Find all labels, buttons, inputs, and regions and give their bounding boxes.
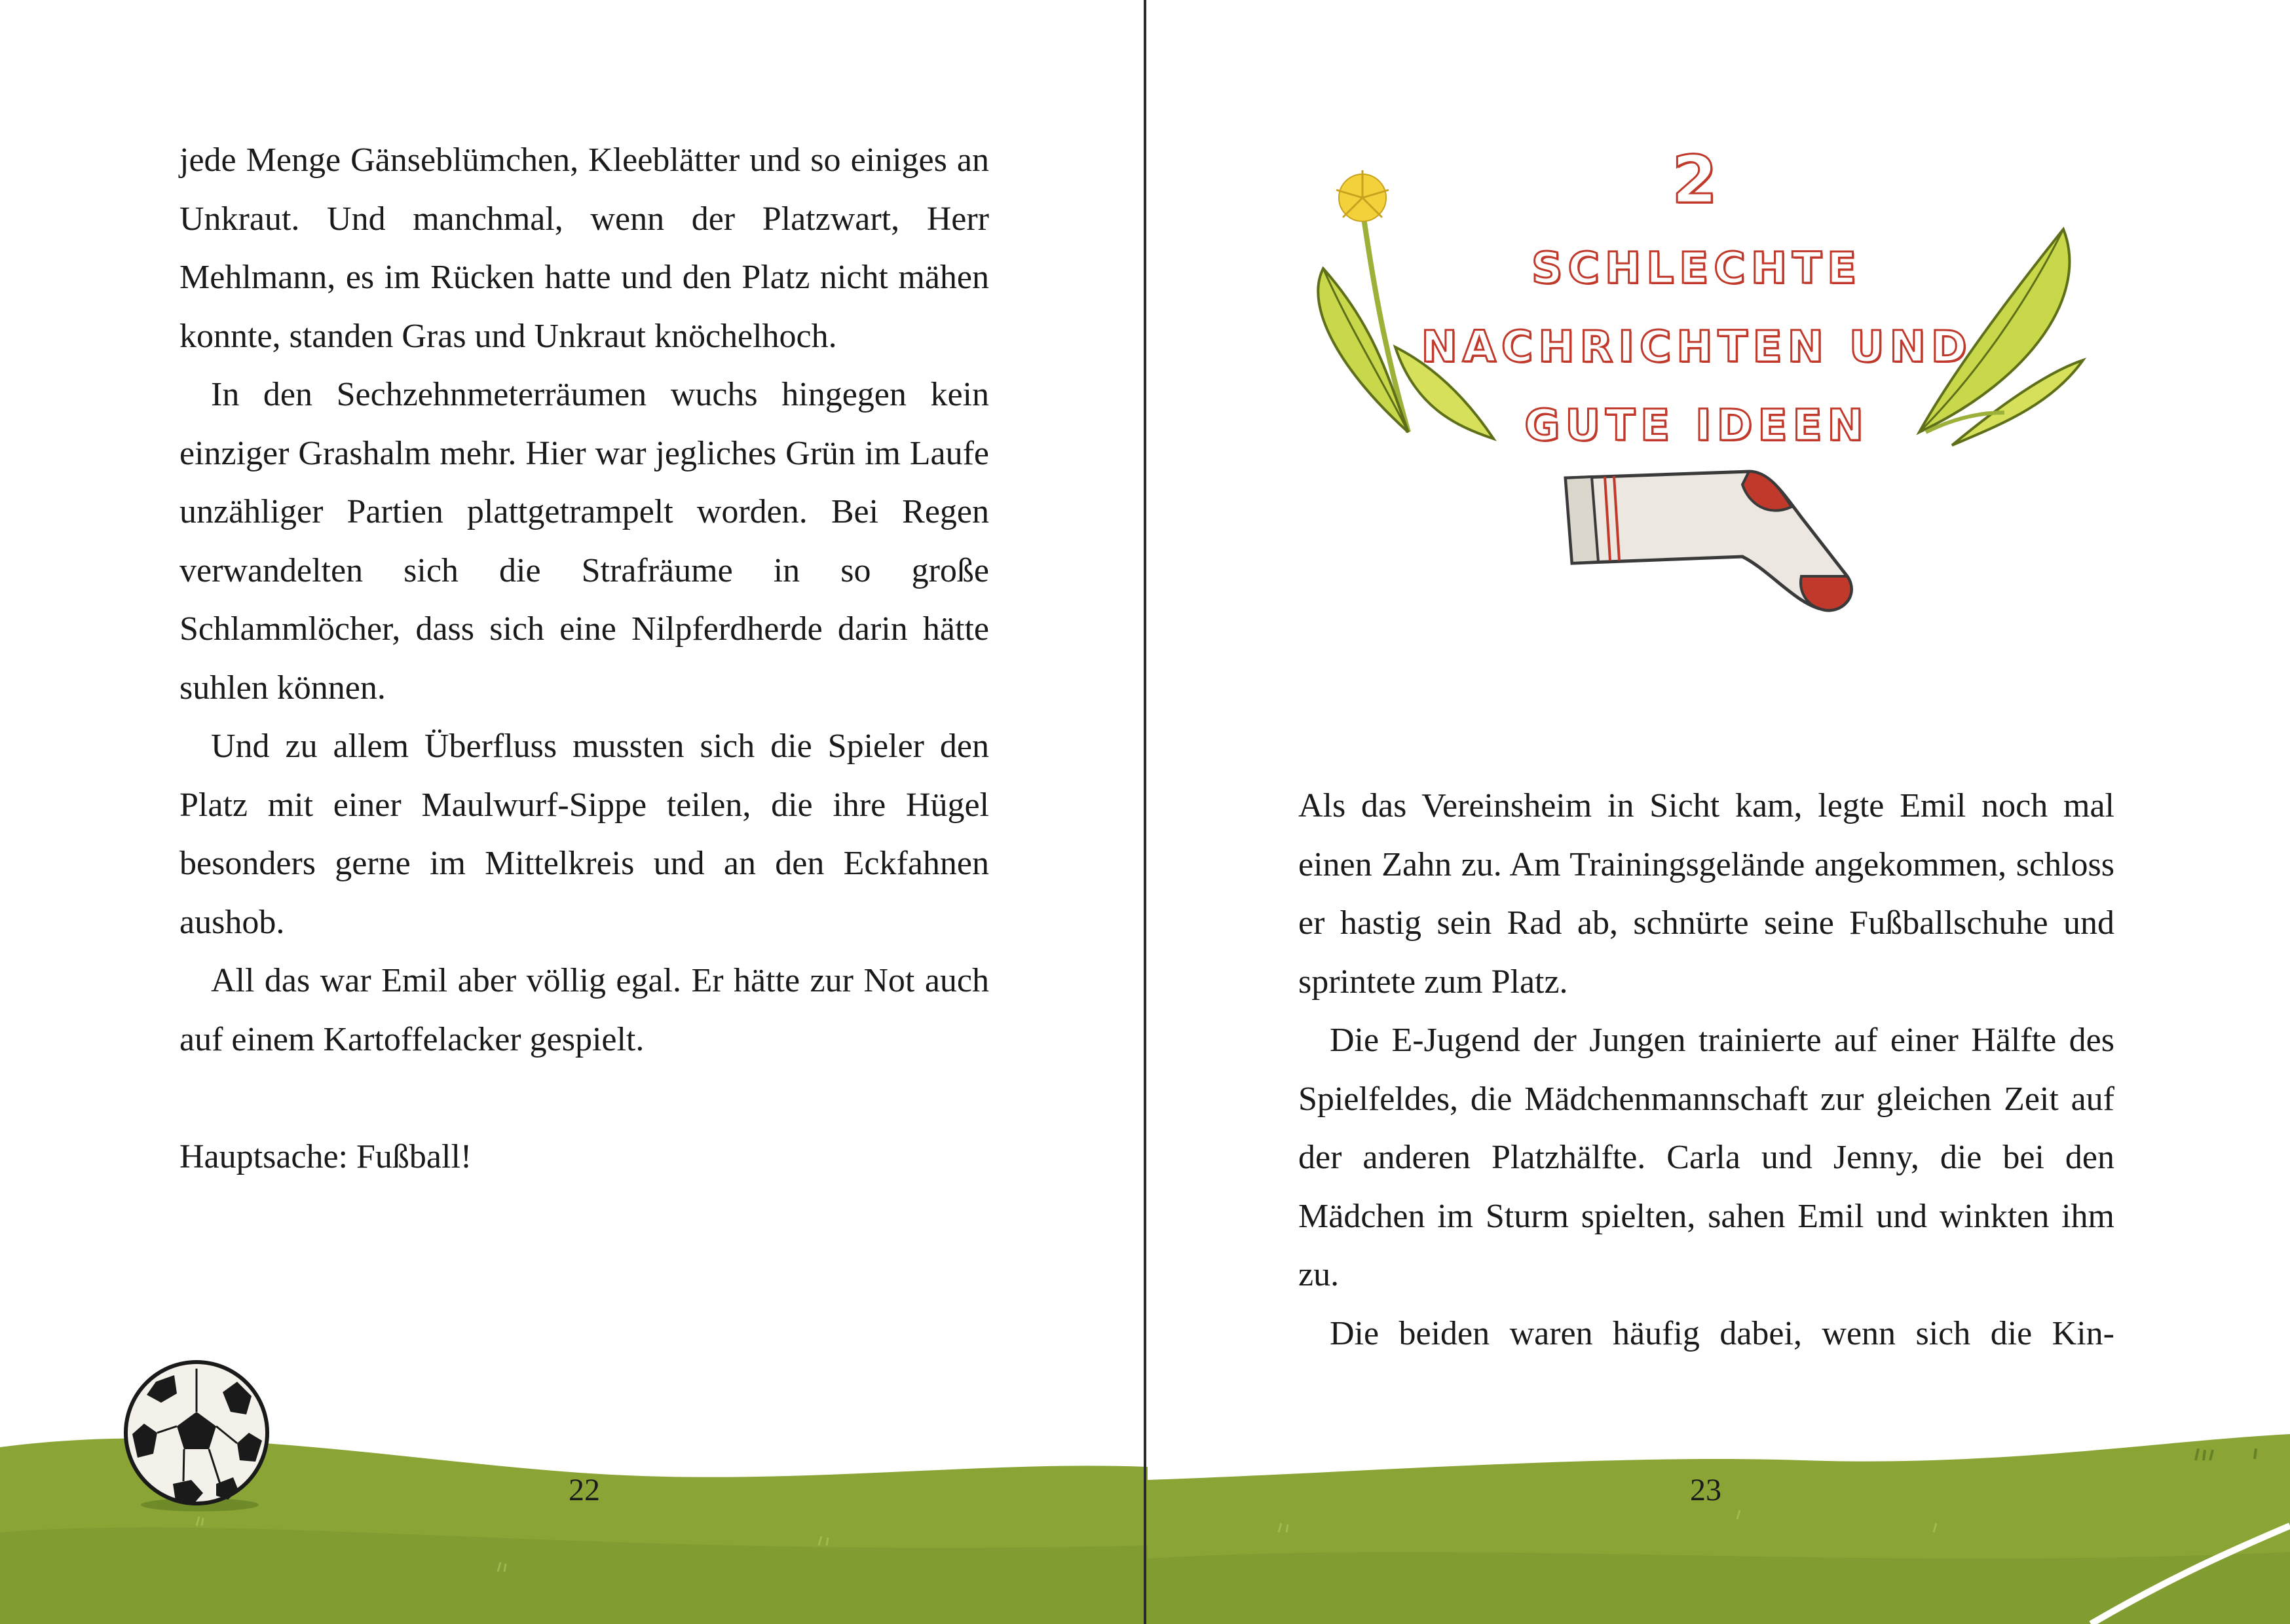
sock-icon (1552, 452, 1867, 635)
paragraph: All das war Emil aber völlig egal. Er hätte zur Not auch auf einem Kartoffelacker gespielt. (179, 962, 989, 1058)
soccer-ball-icon (118, 1356, 275, 1513)
page-number: 22 (569, 1473, 600, 1507)
chapter-title-line: SCHLECHTE (1531, 243, 1862, 293)
page-number: 23 (1690, 1473, 1721, 1507)
left-page-text (179, 131, 989, 1186)
paragraph: Die E-Jugend der Jungen trainierte auf einer Hälfte des Spielfeldes, die Mädchenmannschaft zur gleichen Zeit auf der anderen Platzhälfte. Carla und Jenny, die bei den Mädchen im Sturm spielten, sahen Emil und winkten ihm zu. (1298, 1022, 2114, 1293)
paragraph: jede Menge Gänseblümchen, Kleeblätter und so einiges an Unkraut. Und manchmal, wenn der Platzwart, Herr Mehlmann, es im Rücken hatte und den Platz nicht mähen konnte, standen Gras und Unkraut knöchelhoch. (179, 141, 989, 355)
paragraph: In den Sechzehnmeterräumen wuchs hingegen kein einziger Grashalm mehr. Hier war jegliches Grün im Laufe unzähliger Partien plattgetrampelt worden. Bei Regen verwandelten sich die Strafräume in so große Schlammlöcher, dass sich eine Nilpferdherde darin hätte suhlen können. (179, 376, 989, 707)
right-page-text (1298, 777, 2114, 1363)
chapter-title-line: GUTE IDEEN (1524, 400, 1869, 451)
chapter-heading (1402, 131, 1991, 465)
chapter-number: 2 (1672, 141, 1721, 218)
paragraph: Die beiden waren häufig dabei, wenn sich die Kin- (1330, 1314, 2114, 1352)
chapter-title-line: NACHRICHTEN UND (1421, 322, 1972, 372)
page-divider (1144, 0, 1146, 1624)
paragraph: Und zu allem Überfluss mussten sich die Spieler den Platz mit einer Maulwurf-Sippe teilen, die ihre Hügel besonders gerne im Mittelkreis und an den Eckfahnen aushob. (179, 728, 989, 941)
closing-line: Hauptsache: Fußball! (179, 1137, 472, 1175)
paragraph: Als das Vereinsheim in Sicht kam, legte Emil noch mal einen Zahn zu. Am Trainingsgelände angekommen, schloss er hastig sein Rad ab, schnürte seine Fußballschuhe und sprintete zum Platz. (1298, 787, 2114, 1001)
